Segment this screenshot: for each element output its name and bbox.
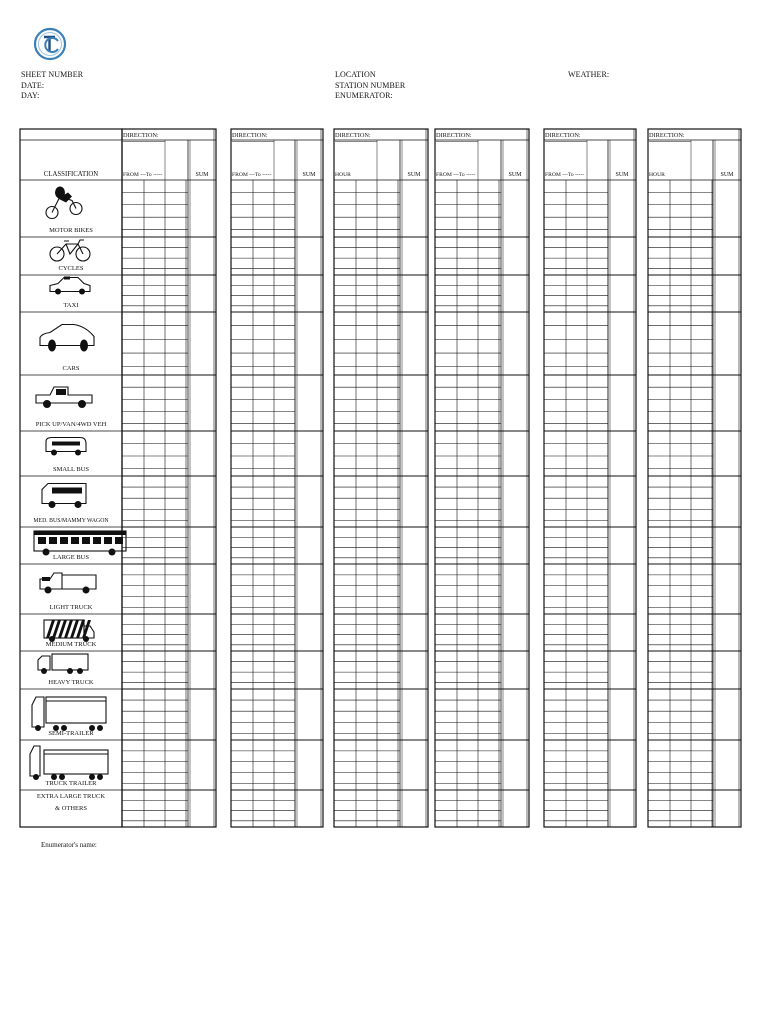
count-panel-4 (435, 129, 529, 827)
bicycle-icon (50, 240, 90, 261)
vehicle-label: CYCLES (58, 265, 84, 272)
vehicle-label: CARS (62, 365, 80, 372)
motorbike-icon (46, 187, 82, 219)
taxi-icon (50, 277, 90, 295)
direction-label: DIRECTION: (232, 132, 268, 139)
sum-header: SUM (508, 172, 522, 178)
medium-truck-icon (44, 620, 94, 642)
sum-header: SUM (615, 172, 629, 178)
location-label: LOCATION (335, 70, 376, 79)
direction-label: DIRECTION: (335, 132, 371, 139)
period-subheader: FROM ---To ----- (232, 172, 272, 178)
period-subheader: FROM ---To ----- (545, 172, 585, 178)
count-panel-3 (334, 129, 428, 827)
period-subheader: HOUR (649, 172, 665, 178)
vehicle-label: SEMI-TRAILER (48, 730, 94, 737)
vehicle-icons (30, 187, 126, 781)
direction-label: DIRECTION: (436, 132, 472, 139)
count-panel-5 (544, 129, 636, 827)
sheet-number-label: SHEET NUMBER (21, 70, 84, 79)
heavy-truck-icon (38, 654, 88, 674)
direction-label: DIRECTION: (123, 132, 159, 139)
sum-header: SUM (195, 172, 209, 178)
classification-header: CLASSIFICATION (43, 171, 99, 178)
date-label: DATE: (21, 80, 45, 90)
vehicle-label: SMALL BUS (52, 466, 90, 473)
count-panel-1 (122, 129, 216, 827)
vehicle-label: MEDIUM TRUCK (45, 641, 97, 648)
vehicle-label-2: & OTHERS (55, 805, 87, 812)
vehicle-label: TRUCK TRAILER (45, 780, 97, 787)
period-subheader: FROM ---To ----- (436, 172, 476, 178)
weather-label: WEATHER: (568, 70, 610, 79)
sum-header: SUM (720, 172, 734, 178)
direction-label: DIRECTION: (545, 132, 581, 139)
vehicle-label: MED. BUS/MAMMY WAGON (33, 518, 109, 524)
vehicle-label: EXTRA LARGE TRUCK (36, 793, 106, 800)
sum-header: SUM (302, 172, 316, 178)
count-panel-6 (648, 129, 741, 827)
vehicle-label: TAXI (63, 302, 79, 309)
medium-bus-icon (42, 484, 86, 509)
day-label: DAY: (21, 91, 40, 100)
semi-trailer-icon (32, 697, 106, 731)
vehicle-label: MOTOR BIKES (49, 227, 93, 234)
vehicle-label: LIGHT TRUCK (49, 604, 93, 611)
car-icon (40, 325, 94, 352)
period-subheader: HOUR (335, 172, 351, 178)
direction-label: DIRECTION: (649, 132, 685, 139)
vehicle-label: HEAVY TRUCK (48, 679, 94, 686)
period-subheader: FROM ---To ----- (123, 172, 163, 178)
small-bus-icon (46, 438, 86, 456)
large-bus-icon (34, 531, 126, 556)
enumerator-label: ENUMERATOR: (335, 91, 393, 100)
light-truck-icon (40, 573, 96, 594)
classification-column (20, 129, 126, 827)
station-number-label: STATION NUMBER (335, 80, 406, 90)
vehicle-label: PICK UP/VAN/4WD VEH (35, 421, 107, 428)
sum-header: SUM (407, 172, 421, 178)
truck-trailer-icon (30, 746, 108, 780)
vehicle-label: LARGE BUS (53, 554, 89, 561)
pickup-icon (36, 387, 92, 408)
enumerator-name-label: Enumerator's name: (41, 841, 97, 849)
count-panel-2 (231, 129, 323, 827)
